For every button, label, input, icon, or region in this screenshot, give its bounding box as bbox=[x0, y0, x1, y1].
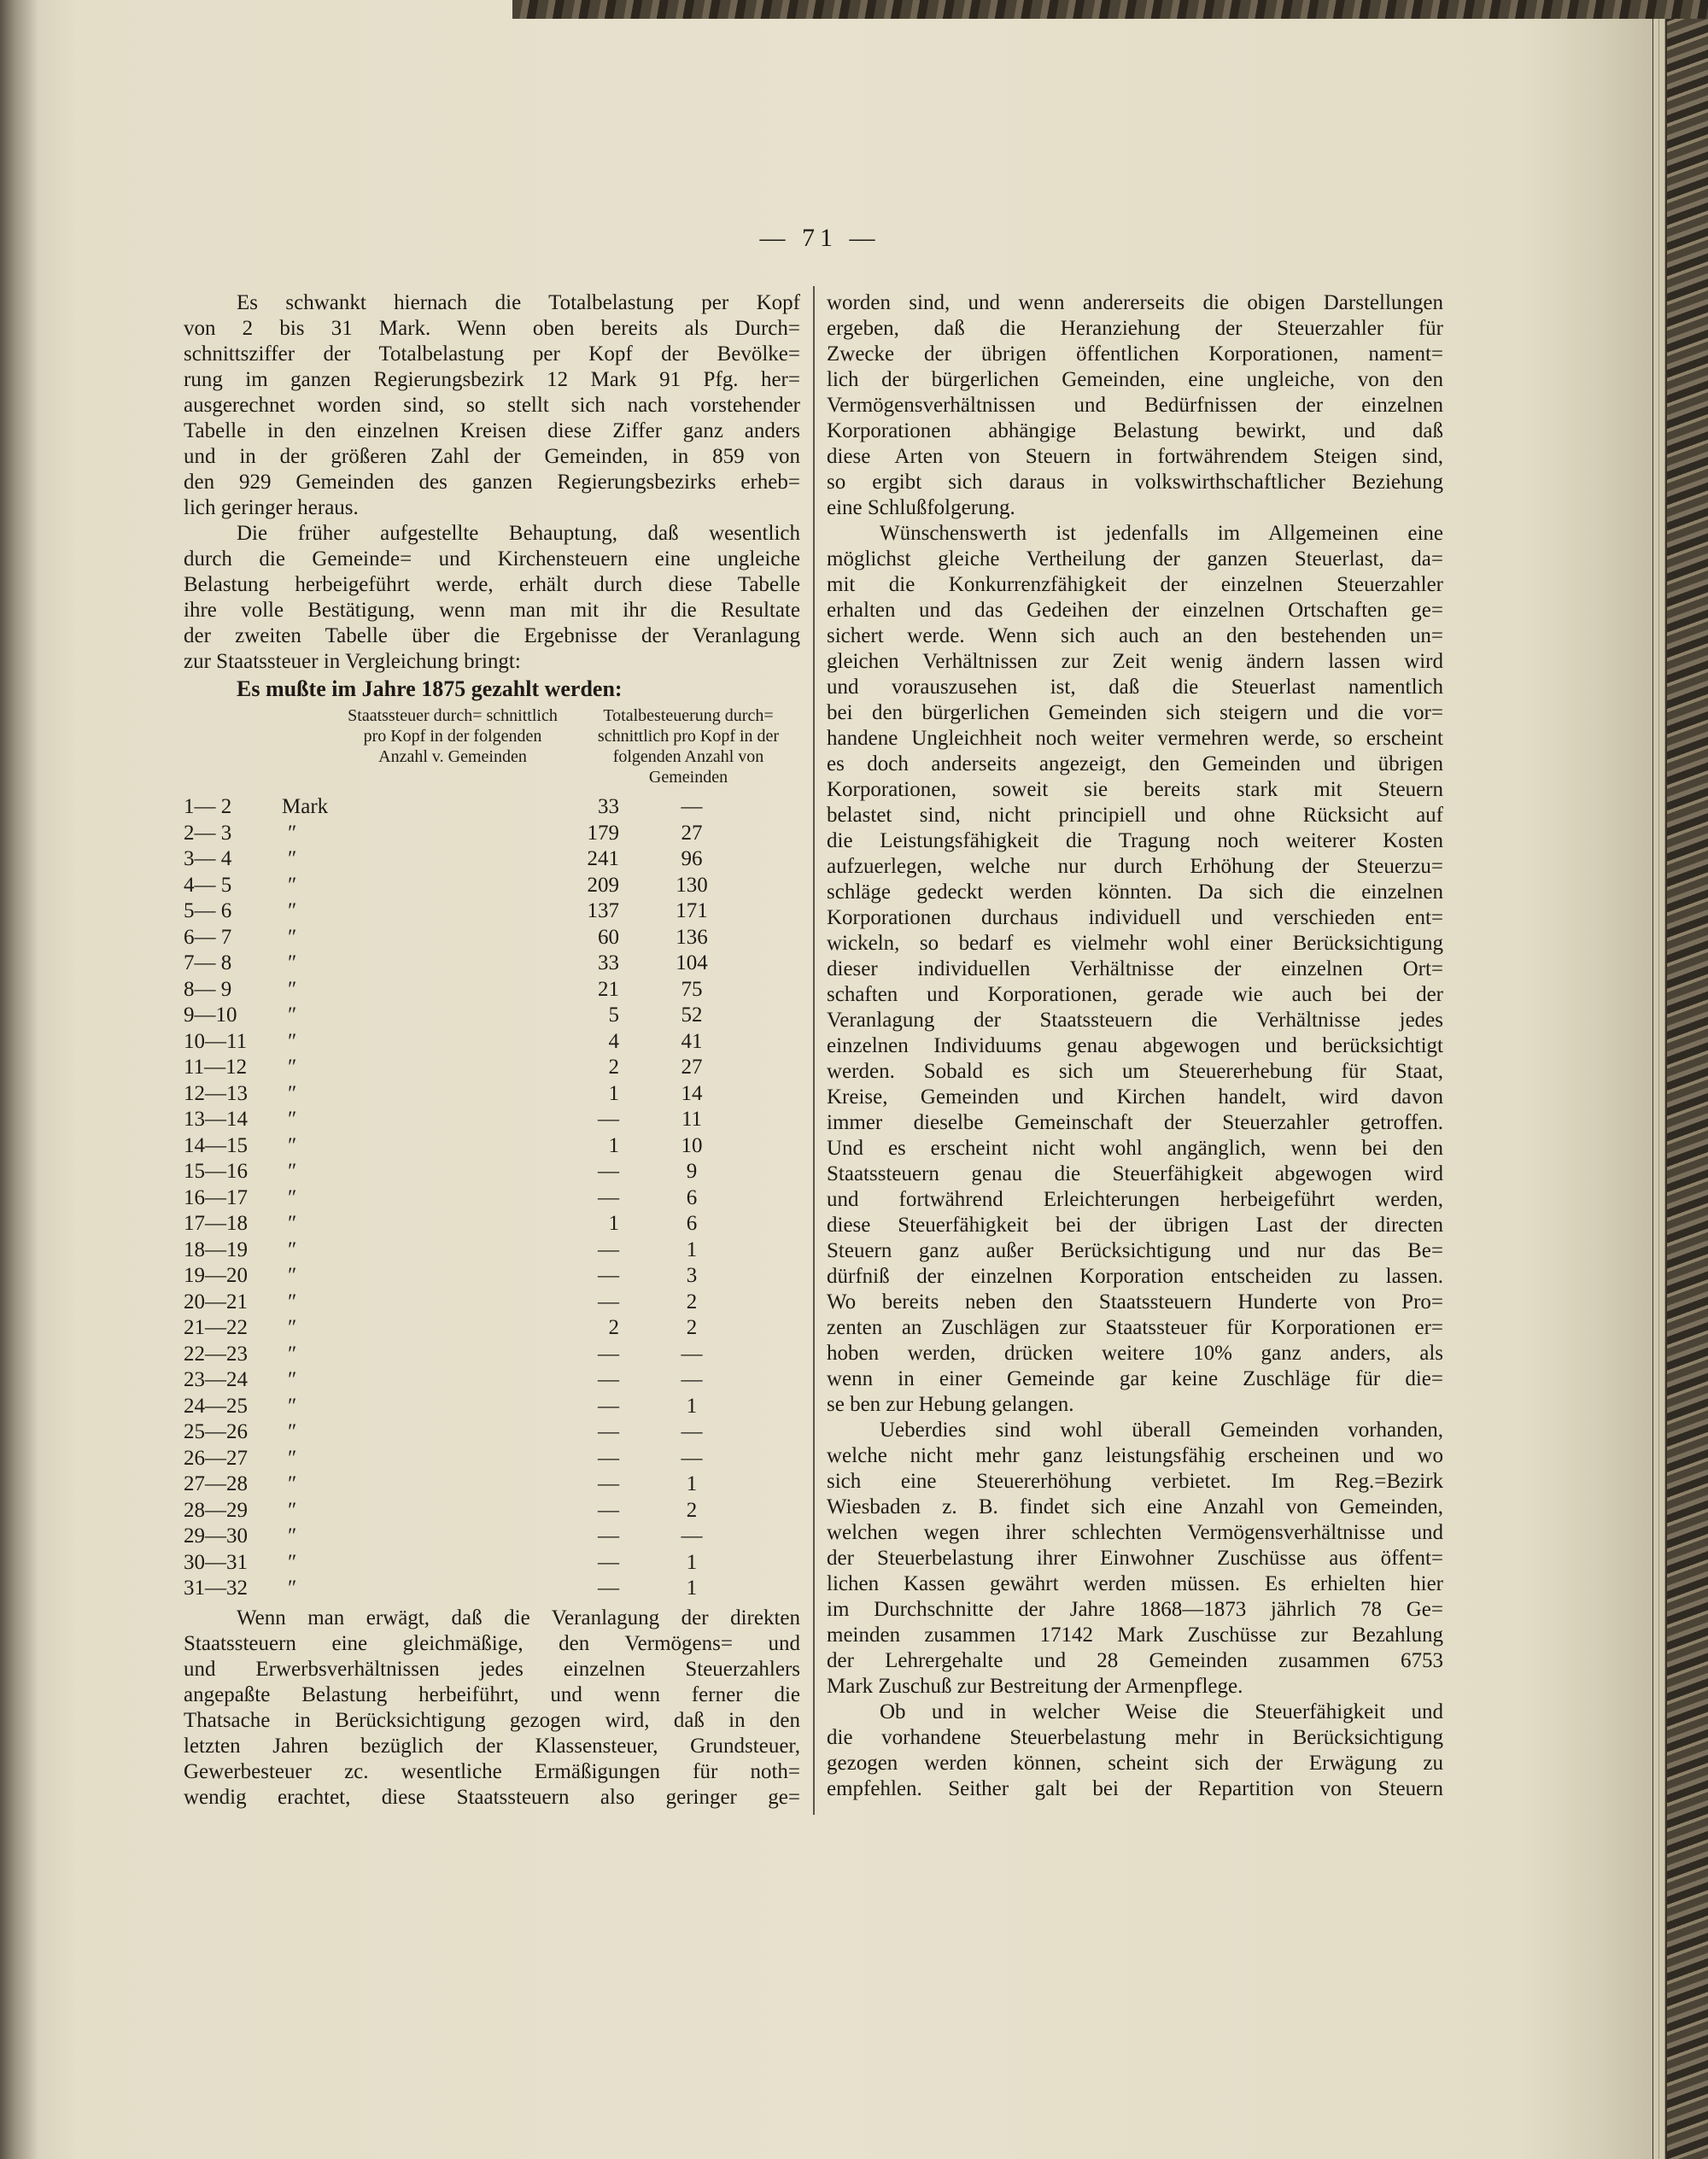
table-row bbox=[184, 821, 800, 847]
table-row bbox=[184, 1524, 800, 1550]
table-intro: Es mußte im Jahre 1875 gezahlt werden: bbox=[237, 676, 623, 701]
totalbesteuerung-cell: 27 bbox=[681, 1056, 703, 1079]
unit-cell: ″ bbox=[288, 1394, 297, 1418]
staatssteuer-cell: — bbox=[598, 1472, 619, 1495]
table-row bbox=[184, 1394, 800, 1420]
range-cell: 20—21 bbox=[184, 1290, 248, 1314]
marbled-cover bbox=[1667, 0, 1708, 2159]
text-line: Steuern ganz außer Berücksichtigung und nur das Be= bbox=[827, 1239, 1443, 1262]
text-line: Staatssteuern genau die Steuerfähigkeit abgewogen wird bbox=[827, 1162, 1443, 1185]
text-line: dürfniß der einzelnen Korporation entscheiden zu lassen. bbox=[827, 1265, 1443, 1288]
staatssteuer-cell: 21 bbox=[598, 977, 619, 1001]
totalbesteuerung-cell: 104 bbox=[676, 951, 708, 974]
column-divider bbox=[813, 286, 815, 1815]
text-line: so ergibt sich daraus in volkswirthschaftlicher Beziehung bbox=[827, 471, 1443, 494]
unit-cell: ″ bbox=[288, 1420, 297, 1443]
range-cell: 4— 5 bbox=[184, 873, 232, 897]
staatssteuer-cell: 1 bbox=[608, 1212, 619, 1235]
table-row bbox=[184, 873, 800, 899]
text-line: ihre volle Bestätigung, wenn man mit ihr die Resultate bbox=[184, 599, 800, 622]
unit-cell: ″ bbox=[288, 1472, 297, 1495]
staatssteuer-cell: — bbox=[598, 1550, 619, 1574]
unit-cell: ″ bbox=[288, 1342, 297, 1366]
table-row bbox=[184, 898, 800, 925]
totalbesteuerung-cell: 6 bbox=[686, 1185, 698, 1209]
staatssteuer-cell: 4 bbox=[608, 1029, 619, 1053]
range-cell: 7— 8 bbox=[184, 951, 232, 974]
range-cell: 13—14 bbox=[184, 1108, 248, 1131]
unit-cell: ″ bbox=[288, 1577, 297, 1600]
totalbesteuerung-cell: 3 bbox=[686, 1264, 698, 1287]
text-line: der Steuerbelastung ihrer Einwohner Zuschüsse aus öffent= bbox=[827, 1547, 1443, 1570]
text-line: durch die Gemeinde= und Kirchensteuern eine ungleiche bbox=[184, 547, 800, 570]
unit-cell: ″ bbox=[288, 1368, 297, 1391]
text-line: schläge gedeckt werden könnten. Da sich die einzelnen bbox=[827, 881, 1443, 904]
text-line: angepaßte Belastung herbeiführt, und wenn ferner die bbox=[184, 1682, 800, 1706]
table-row bbox=[184, 1029, 800, 1056]
page-number: — 71 — bbox=[759, 224, 880, 252]
staatssteuer-cell: — bbox=[598, 1185, 619, 1209]
range-cell: 6— 7 bbox=[184, 925, 232, 949]
unit-cell: ″ bbox=[288, 1550, 297, 1574]
range-cell: 8— 9 bbox=[184, 977, 232, 1001]
staatssteuer-cell: 241 bbox=[587, 847, 619, 870]
totalbesteuerung-cell: 11 bbox=[681, 1108, 703, 1131]
left-column-closing bbox=[184, 1606, 800, 1811]
staatssteuer-cell: 60 bbox=[598, 925, 619, 949]
range-cell: 9—10 bbox=[184, 1003, 237, 1027]
text-line: Veranlagung der Staatssteuern die Verhältnisse jedes bbox=[827, 1009, 1443, 1032]
table-row bbox=[184, 846, 800, 873]
staatssteuer-cell: — bbox=[598, 1108, 619, 1131]
staatssteuer-cell: 1 bbox=[608, 1081, 619, 1105]
text-line: eine Schlußfolgerung. bbox=[827, 496, 1015, 519]
text-line: es doch anderseits angezeigt, den Gemeinden und übrigen bbox=[827, 752, 1443, 775]
range-cell: 24—25 bbox=[184, 1394, 248, 1418]
text-line: einzelnen Individuums genau abgewogen und berücksichtigt bbox=[827, 1034, 1443, 1057]
staatssteuer-cell: 5 bbox=[608, 1003, 619, 1027]
text-line: die vorhandene Steuerbelastung mehr in Berücksichtigung bbox=[827, 1726, 1443, 1749]
range-cell: 29—30 bbox=[184, 1524, 248, 1548]
table-row bbox=[184, 1185, 800, 1212]
unit-cell: ″ bbox=[288, 1290, 297, 1314]
text-line: Kreise, Gemeinden und Kirchen handelt, wird davon bbox=[827, 1085, 1443, 1109]
unit-cell: ″ bbox=[288, 899, 297, 922]
text-line: diese Arten von Steuern in fortwährendem Steigen sind, bbox=[827, 445, 1443, 468]
text-line: und Erwerbsverhältnissen jedes einzelnen Steuerzahlers bbox=[184, 1657, 800, 1681]
range-cell: 18—19 bbox=[184, 1237, 248, 1261]
page-edges bbox=[1653, 0, 1659, 2159]
totalbesteuerung-cell: 41 bbox=[681, 1029, 703, 1053]
text-line: Es schwankt hiernach die Totalbelastung per Kopf bbox=[237, 291, 800, 314]
unit-cell: ″ bbox=[288, 1133, 297, 1157]
text-line: Staatssteuern eine gleichmäßige, den Vermögens= und bbox=[184, 1631, 800, 1655]
totalbesteuerung-cell: 9 bbox=[686, 1160, 698, 1183]
range-cell: 31—32 bbox=[184, 1577, 248, 1600]
table-row bbox=[184, 794, 800, 821]
staatssteuer-cell: 33 bbox=[598, 795, 619, 818]
staatssteuer-cell: 2 bbox=[608, 1316, 619, 1339]
staatssteuer-cell: — bbox=[598, 1368, 619, 1391]
range-cell: 28—29 bbox=[184, 1498, 248, 1522]
staatssteuer-cell: — bbox=[598, 1420, 619, 1443]
table-row bbox=[184, 1211, 800, 1237]
marbled-cover-top bbox=[512, 0, 1708, 19]
text-line: zenten an Zuschlägen zur Staatssteuer für Korporationen er= bbox=[827, 1316, 1443, 1339]
text-line: den 929 Gemeinden des ganzen Regierungsbezirks erheb= bbox=[184, 471, 800, 494]
table-header bbox=[184, 705, 800, 787]
staatssteuer-cell: — bbox=[598, 1394, 619, 1418]
text-line: schnittsziffer der Totalbelastung per Kopf der Bevölke= bbox=[184, 342, 800, 366]
range-cell: 22—23 bbox=[184, 1342, 248, 1366]
text-line: sichert werde. Wenn sich auch an den bestehenden un= bbox=[827, 624, 1443, 647]
totalbesteuerung-cell: — bbox=[681, 1420, 703, 1443]
table-row bbox=[184, 1419, 800, 1446]
left-column bbox=[184, 290, 800, 1811]
staatssteuer-cell: — bbox=[598, 1446, 619, 1470]
text-line: im Durchschnitte der Jahre 1868—1873 jährlich 78 Ge= bbox=[827, 1598, 1443, 1621]
totalbesteuerung-cell: 27 bbox=[681, 821, 703, 845]
unit-cell: ″ bbox=[288, 1524, 297, 1548]
staatssteuer-cell: — bbox=[598, 1342, 619, 1366]
range-cell: 14—15 bbox=[184, 1133, 248, 1157]
staatssteuer-cell: 179 bbox=[587, 821, 619, 845]
unit-cell: ″ bbox=[288, 925, 297, 949]
staatssteuer-cell: — bbox=[598, 1290, 619, 1314]
text-line: und vorauszusehen ist, daß die Steuerlast namentlich bbox=[827, 676, 1443, 699]
text-line: hoben werden, drücken weitere 10% ganz anders, als bbox=[827, 1342, 1443, 1365]
range-cell: 16—17 bbox=[184, 1185, 248, 1209]
text-line: die Leistungsfähigkeit die Tragung noch weiterer Kosten bbox=[827, 829, 1443, 852]
range-cell: 3— 4 bbox=[184, 847, 232, 870]
totalbesteuerung-cell: — bbox=[681, 1446, 703, 1470]
text-line: und in der größeren Zahl der Gemeinden, in 859 von bbox=[184, 445, 800, 468]
range-cell: 26—27 bbox=[184, 1446, 248, 1470]
text-line: wickeln, so bedarf es vielmehr wohl einer Berücksichtigung bbox=[827, 932, 1443, 955]
text-line: werden. Sobald es sich um Steuererhebung für Staat, bbox=[827, 1060, 1443, 1083]
text-line: schaften und Korporationen, gerade wie auch bei der bbox=[827, 983, 1443, 1006]
text-line: bei den bürgerlichen Gemeinden sich steigern und die vor= bbox=[827, 701, 1443, 724]
text-line: zur Staatssteuer in Vergleichung bringt: bbox=[184, 650, 521, 673]
unit-cell: ″ bbox=[288, 1056, 297, 1079]
unit-cell: ″ bbox=[288, 1237, 297, 1261]
unit-cell: ″ bbox=[288, 1212, 297, 1235]
totalbesteuerung-cell: — bbox=[681, 1524, 703, 1548]
totalbesteuerung-cell: 10 bbox=[681, 1133, 703, 1157]
text-line: Wiesbaden z. B. findet sich eine Anzahl von Gemeinden, bbox=[827, 1495, 1443, 1518]
table-row bbox=[184, 1081, 800, 1108]
range-cell: 17—18 bbox=[184, 1212, 248, 1235]
totalbesteuerung-cell: 52 bbox=[681, 1003, 703, 1027]
table-row bbox=[184, 1055, 800, 1081]
text-line: immer dieselbe Gemeinschaft der Steuerzahler getroffen. bbox=[827, 1111, 1443, 1134]
tax-table bbox=[184, 794, 800, 1602]
table-row bbox=[184, 1576, 800, 1602]
totalbesteuerung-cell: 2 bbox=[686, 1498, 698, 1522]
unit-cell: ″ bbox=[288, 1185, 297, 1209]
staatssteuer-cell: — bbox=[598, 1264, 619, 1287]
text-line: Korporationen abhängige Belastung bewirkt, und daß bbox=[827, 419, 1443, 442]
text-line: belastet sind, nicht principiell und ohne Rücksicht auf bbox=[827, 804, 1443, 827]
range-cell: 1— 2 bbox=[184, 795, 232, 818]
text-line: ergeben, daß die Heranziehung der Steuerzahler für bbox=[827, 317, 1443, 340]
text-line: wenn in einer Gemeinde gar keine Zuschläge für die= bbox=[827, 1367, 1443, 1390]
text-line: Ueberdies sind wohl überall Gemeinden vorhanden, bbox=[880, 1419, 1443, 1442]
text-line: Wo bereits neben den Staatssteuern Hunderte von Pro= bbox=[827, 1290, 1443, 1314]
staatssteuer-cell: 209 bbox=[587, 873, 619, 897]
staatssteuer-cell: — bbox=[598, 1524, 619, 1548]
text-line: von 2 bis 31 Mark. Wenn oben bereits als Durch= bbox=[184, 317, 800, 340]
text-line: Und es erscheint nicht wohl angänglich, wenn bei den bbox=[827, 1137, 1443, 1160]
text-line: Thatsache in Berücksichtigung gezogen wird, daß in den bbox=[184, 1708, 800, 1732]
table-row bbox=[184, 1290, 800, 1316]
text-line: und fortwährend Erleichterungen herbeigeführt werden, bbox=[827, 1188, 1443, 1211]
range-cell: 23—24 bbox=[184, 1368, 248, 1391]
table-row bbox=[184, 1107, 800, 1133]
text-line: gezogen werden können, scheint sich der Erwägung zu bbox=[827, 1752, 1443, 1775]
table-row bbox=[184, 1133, 800, 1160]
totalbesteuerung-cell: — bbox=[681, 795, 703, 818]
staatssteuer-cell: 1 bbox=[608, 1133, 619, 1157]
unit-cell: ″ bbox=[288, 1498, 297, 1522]
unit-cell: Mark bbox=[282, 795, 329, 818]
left-column-intro bbox=[184, 290, 800, 675]
text-line: lichen Kassen gewährt werden müssen. Es erhielten hier bbox=[827, 1572, 1443, 1595]
text-line: ausgerechnet worden sind, so stellt sich nach vorstehender bbox=[184, 394, 800, 417]
staatssteuer-cell: — bbox=[598, 1577, 619, 1600]
table-row bbox=[184, 977, 800, 1003]
unit-cell: ″ bbox=[288, 1003, 297, 1027]
text-line: erhalten und das Gedeihen der einzelnen Ortschaften ge= bbox=[827, 599, 1443, 622]
table-header-staatssteuer: Staatssteuer durch= schnittlich pro Kopf in der folgenden Anzahl v. Gemeinden bbox=[348, 706, 558, 766]
unit-cell: ″ bbox=[288, 977, 297, 1001]
totalbesteuerung-cell: — bbox=[681, 1342, 703, 1366]
table-row bbox=[184, 1237, 800, 1264]
table-row bbox=[184, 1003, 800, 1029]
table-header-totalbesteuerung: Totalbesteuerung durch= schnittlich pro Kopf in der folgenden Anzahl von Gemeinden bbox=[597, 706, 780, 787]
table-row bbox=[184, 1342, 800, 1368]
range-cell: 5— 6 bbox=[184, 899, 232, 922]
range-cell: 2— 3 bbox=[184, 821, 232, 845]
unit-cell: ″ bbox=[288, 1316, 297, 1339]
unit-cell: ″ bbox=[288, 1029, 297, 1053]
text-line: der zweiten Tabelle über die Ergebnisse der Veranlagung bbox=[184, 624, 800, 647]
text-line: Wenn man erwägt, daß die Veranlagung der direkten bbox=[237, 1606, 800, 1629]
unit-cell: ″ bbox=[288, 821, 297, 845]
text-line: se ben zur Hebung gelangen. bbox=[827, 1393, 1074, 1416]
page-edges bbox=[1659, 0, 1665, 2159]
totalbesteuerung-cell: 14 bbox=[681, 1081, 703, 1105]
totalbesteuerung-cell: 130 bbox=[676, 873, 708, 897]
text-line: dieser individuellen Verhältnisse der einzelnen Ort= bbox=[827, 957, 1443, 980]
table-row bbox=[184, 1472, 800, 1498]
table-row bbox=[184, 951, 800, 977]
totalbesteuerung-cell: 1 bbox=[686, 1550, 698, 1574]
totalbesteuerung-cell: 136 bbox=[676, 925, 708, 949]
staatssteuer-cell: 33 bbox=[598, 951, 619, 974]
range-cell: 10—11 bbox=[184, 1029, 248, 1053]
unit-cell: ″ bbox=[288, 873, 297, 897]
text-line: Vermögensverhältnissen und Bedürfnissen der einzelnen bbox=[827, 394, 1443, 417]
text-line: Tabelle in den einzelnen Kreisen diese Ziffer ganz anders bbox=[184, 419, 800, 442]
right-column bbox=[827, 290, 1443, 1802]
text-line: handene Ungleichheit noch weiter vermehren werde, so erscheint bbox=[827, 727, 1443, 750]
totalbesteuerung-cell: 75 bbox=[681, 977, 703, 1001]
totalbesteuerung-cell: 1 bbox=[686, 1394, 698, 1418]
totalbesteuerung-cell: 1 bbox=[686, 1472, 698, 1495]
range-cell: 30—31 bbox=[184, 1550, 248, 1574]
staatssteuer-cell: — bbox=[598, 1237, 619, 1261]
unit-cell: ″ bbox=[288, 1108, 297, 1131]
text-line: Belastung herbeigeführt werde, erhält durch diese Tabelle bbox=[184, 573, 800, 596]
unit-cell: ″ bbox=[288, 847, 297, 870]
totalbesteuerung-cell: 1 bbox=[686, 1577, 698, 1600]
range-cell: 12—13 bbox=[184, 1081, 248, 1105]
staatssteuer-cell: — bbox=[598, 1498, 619, 1522]
totalbesteuerung-cell: — bbox=[681, 1368, 703, 1391]
range-cell: 21—22 bbox=[184, 1316, 248, 1339]
text-line: Mark Zuschuß zur Bestreitung der Armenpflege. bbox=[827, 1675, 1243, 1698]
totalbesteuerung-cell: 96 bbox=[681, 847, 703, 870]
text-line: empfehlen. Seither galt bei der Repartition von Steuern bbox=[827, 1777, 1443, 1800]
text-line: der Lehrergehalte und 28 Gemeinden zusammen 6753 bbox=[827, 1649, 1443, 1672]
text-line: gleichen Verhältnissen zur Zeit wenig ändern lassen wird bbox=[827, 650, 1443, 673]
staatssteuer-cell: 2 bbox=[608, 1056, 619, 1079]
unit-cell: ″ bbox=[288, 1081, 297, 1105]
table-row bbox=[184, 1550, 800, 1577]
totalbesteuerung-cell: 6 bbox=[686, 1212, 698, 1235]
unit-cell: ″ bbox=[288, 951, 297, 974]
text-line: meinden zusammen 17142 Mark Zuschüsse zur Bezahlung bbox=[827, 1624, 1443, 1647]
text-line: Zwecke der übrigen öffentlichen Korporationen, nament= bbox=[827, 342, 1443, 366]
text-line: diese Steuerfähigkeit bei der übrigen Last der directen bbox=[827, 1214, 1443, 1237]
range-cell: 25—26 bbox=[184, 1420, 248, 1443]
unit-cell: ″ bbox=[288, 1446, 297, 1470]
text-line: rung im ganzen Regierungsbezirk 12 Mark 91 Pfg. her= bbox=[184, 368, 800, 391]
totalbesteuerung-cell: 1 bbox=[686, 1237, 698, 1261]
text-line: lich der bürgerlichen Gemeinden, eine ungleiche, von den bbox=[827, 368, 1443, 391]
range-cell: 19—20 bbox=[184, 1264, 248, 1287]
text-line: Wünschenswerth ist jedenfalls im Allgemeinen eine bbox=[880, 522, 1443, 545]
range-cell: 11—12 bbox=[184, 1056, 248, 1079]
text-line: lich geringer heraus. bbox=[184, 496, 359, 519]
text-line: Ob und in welcher Weise die Steuerfähigkeit und bbox=[880, 1700, 1443, 1723]
text-line: mit die Konkurrenzfähigkeit der einzelnen Steuerzahler bbox=[827, 573, 1443, 596]
table-row bbox=[184, 1498, 800, 1524]
table-row bbox=[184, 1367, 800, 1394]
table-row bbox=[184, 1159, 800, 1185]
text-line: welche nicht mehr ganz leistungsfähig erscheinen und wo bbox=[827, 1444, 1443, 1467]
table-row bbox=[184, 1263, 800, 1290]
totalbesteuerung-cell: 171 bbox=[676, 899, 708, 922]
text-line: wendig erachtet, diese Staatssteuern also geringer ge= bbox=[184, 1785, 800, 1809]
text-line: Korporationen, soweit sie bereits stark mit Steuern bbox=[827, 778, 1443, 801]
table-row bbox=[184, 1446, 800, 1472]
text-line: letzten Jahren bezüglich der Klassensteuer, Grundsteuer, bbox=[184, 1734, 800, 1758]
table-row bbox=[184, 1315, 800, 1342]
range-cell: 27—28 bbox=[184, 1472, 248, 1495]
totalbesteuerung-cell: 2 bbox=[686, 1316, 698, 1339]
totalbesteuerung-cell: 2 bbox=[686, 1290, 698, 1314]
staatssteuer-cell: — bbox=[598, 1160, 619, 1183]
text-line: Die früher aufgestellte Behauptung, daß wesentlich bbox=[237, 522, 800, 545]
unit-cell: ″ bbox=[288, 1160, 297, 1183]
text-line: worden sind, und wenn andererseits die obigen Darstellungen bbox=[827, 291, 1443, 314]
text-line: Korporationen durchaus individuell und verschieden ent= bbox=[827, 906, 1443, 929]
unit-cell: ″ bbox=[288, 1264, 297, 1287]
text-line: möglichst gleiche Vertheilung der ganzen Steuerlast, da= bbox=[827, 547, 1443, 570]
text-line: Gewerbesteuer zc. wesentliche Ermäßigungen für noth= bbox=[184, 1759, 800, 1783]
range-cell: 15—16 bbox=[184, 1160, 248, 1183]
text-line: welchen wegen ihrer schlechten Vermögensverhältnisse und bbox=[827, 1521, 1443, 1544]
table-row bbox=[184, 925, 800, 951]
text-line: aufzuerlegen, welche nur durch Erhöhung der Steuerzu= bbox=[827, 855, 1443, 878]
text-line: sich eine Steuererhöhung verbietet. Im Reg.=Bezirk bbox=[827, 1470, 1443, 1493]
staatssteuer-cell: 137 bbox=[587, 899, 619, 922]
